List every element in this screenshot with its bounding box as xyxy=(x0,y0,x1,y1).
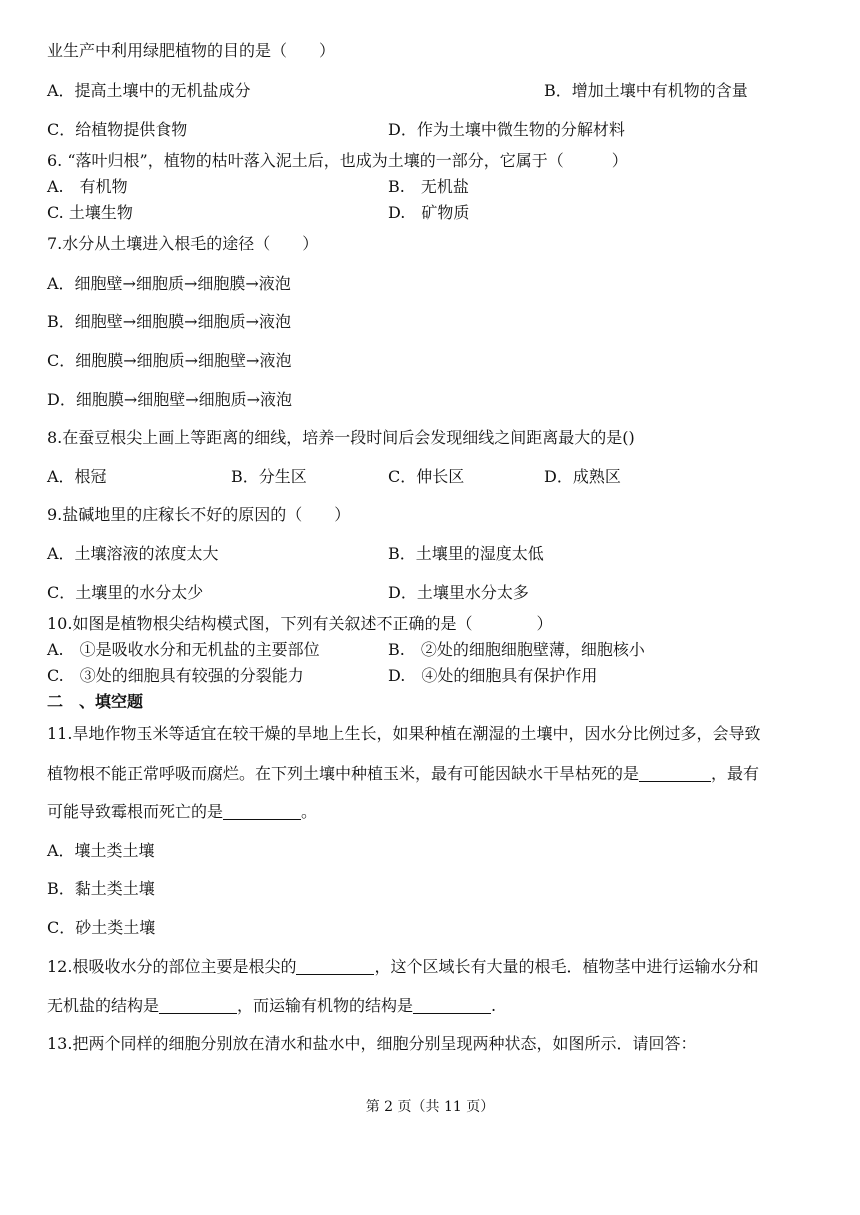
q10-stem: 10.如图是植物根尖结构模式图，下列有关叙述不正确的是（ ） xyxy=(47,614,553,633)
q11-line-3-tail: 。 xyxy=(301,802,318,821)
q12-blank-1[interactable] xyxy=(296,958,374,975)
q11-line-2-text: 植物根不能正常呼吸而腐烂。在下列土壤中种植玉米，最有可能因缺水干旱枯死的是 xyxy=(47,764,640,783)
q11-line-2 xyxy=(47,764,759,784)
q11-line-3 xyxy=(47,802,317,822)
q11-blank-2[interactable] xyxy=(223,803,301,820)
q12-line-1 xyxy=(47,957,758,977)
q13-stem: 13.把两个同样的细胞分别放在清水和盐水中，细胞分别呈现两种状态，如图所示．请回答： xyxy=(47,1034,697,1053)
q7-option-d: D．细胞膜→细胞壁→细胞质→液泡 xyxy=(47,390,293,409)
q5-option-b: B．增加土壤中有机物的含量 xyxy=(544,81,748,100)
q12-line-1-text: 12.根吸收水分的部位主要是根尖的 xyxy=(47,957,297,976)
q8-option-b: B．分生区 xyxy=(231,467,307,486)
q9-option-d: D．土壤里水分太多 xyxy=(388,583,529,602)
q7-option-a: A．细胞壁→细胞质→细胞膜→液泡 xyxy=(47,274,291,293)
q10-option-a: A. ①是吸收水分和无机盐的主要部位 xyxy=(47,640,320,659)
q11-option-c: C．砂土类土壤 xyxy=(47,918,156,937)
q7-option-b: B．细胞壁→细胞膜→细胞质→液泡 xyxy=(47,312,291,331)
q5-option-a: A．提高土壤中的无机盐成分 xyxy=(47,81,251,100)
q8-option-c: C．伸长区 xyxy=(388,467,465,486)
q8-option-a: A．根冠 xyxy=(47,467,107,486)
q11-option-b: B．黏土类土壤 xyxy=(47,879,155,898)
q11-line-1: 11.旱地作物玉米等适宜在较干燥的旱地上生长，如果种植在潮湿的土壤中，因水分比例过多，会导致 xyxy=(47,724,761,743)
q6-option-b: B. 无机盐 xyxy=(388,177,469,196)
q5-option-d: D．作为土壤中微生物的分解材料 xyxy=(388,120,625,139)
q9-option-b: B．土壤里的湿度太低 xyxy=(388,544,544,563)
q8-stem: 8.在蚕豆根尖上画上等距离的细线，培养一段时间后会发现细线之间距离最大的是() xyxy=(47,428,635,447)
q12-line-2-tail: . xyxy=(491,996,497,1015)
q7-option-c: C．细胞膜→细胞质→细胞壁→液泡 xyxy=(47,351,292,370)
q12-blank-2[interactable] xyxy=(159,997,237,1014)
q10-option-b: B. ②处的细胞细胞壁薄，细胞核小 xyxy=(388,640,645,659)
q10-option-c: C. ③处的细胞具有较强的分裂能力 xyxy=(47,666,304,685)
q6-option-d: D. 矿物质 xyxy=(388,203,470,222)
q6-stem: 6. “落叶归根”，植物的枯叶落入泥土后，也成为土壤的一部分，它属于（ ） xyxy=(47,151,628,170)
q8-option-d: D．成熟区 xyxy=(544,467,621,486)
q12-line-2-text: 无机盐的结构是 xyxy=(47,996,160,1015)
q5-option-c: C．给植物提供食物 xyxy=(47,120,188,139)
q9-stem: 9.盐碱地里的庄稼长不好的原因的（ ） xyxy=(47,505,351,524)
page-footer: 第 2 页（共 11 页） xyxy=(365,1099,495,1115)
section-heading-fill-in: 二 、填空题 xyxy=(47,692,144,711)
q10-option-d: D. ④处的细胞具有保护作用 xyxy=(388,666,598,685)
q5-stem: 业生产中利用绿肥植物的目的是（ ） xyxy=(47,41,336,60)
q6-option-a: A. 有机物 xyxy=(47,177,128,196)
q9-option-a: A．土壤溶液的浓度太大 xyxy=(47,544,219,563)
q12-line-1-tail: ，这个区域长有大量的根毛．植物茎中进行运输水分和 xyxy=(374,957,759,976)
q12-blank-3[interactable] xyxy=(413,997,491,1014)
q6-option-c: C. 土壤生物 xyxy=(47,203,133,222)
q11-blank-1[interactable] xyxy=(639,765,711,782)
q11-option-a: A．壤土类土壤 xyxy=(47,841,155,860)
q7-stem: 7.水分从土壤进入根毛的途径（ ） xyxy=(47,234,319,253)
q11-line-3-text: 可能导致霉根而死亡的是 xyxy=(47,802,224,821)
q9-option-c: C．土壤里的水分太少 xyxy=(47,583,204,602)
q11-line-2-tail: ，最有 xyxy=(711,764,760,783)
q12-line-2-mid: ，而运输有机物的结构是 xyxy=(237,996,414,1015)
q12-line-2 xyxy=(47,996,496,1016)
